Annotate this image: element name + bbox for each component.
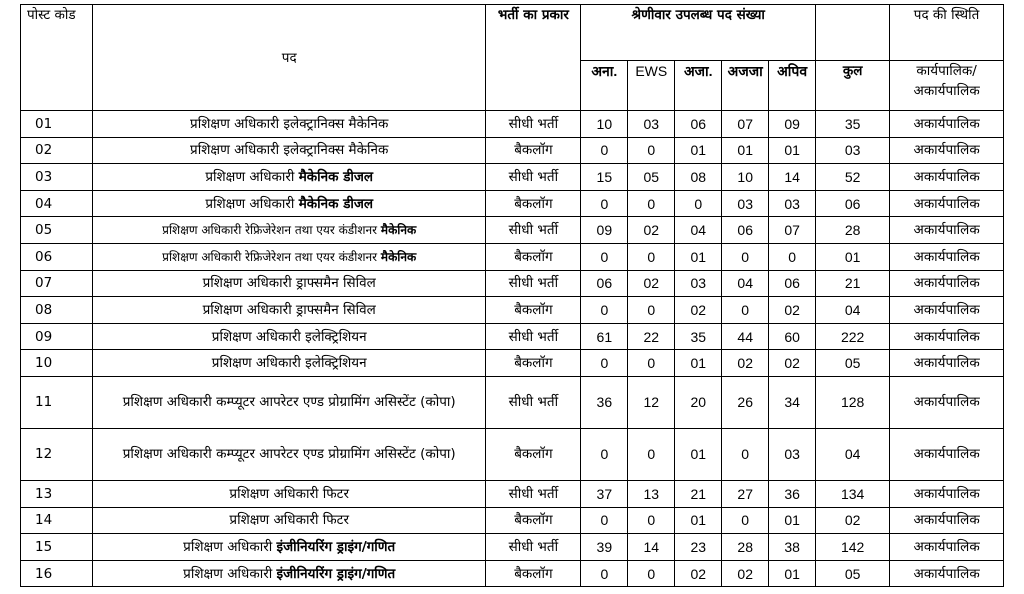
cell-post-code: 05	[21, 217, 93, 244]
post-name-text: प्रशिक्षण अधिकारी रेफ्रिजेरेशन तथा एयर कंडीशनर	[162, 249, 381, 264]
cell-recruitment-type: बैकलॉग	[486, 297, 581, 324]
post-name-bold-text: इंजीनियरिंग ड्राइंग/गणित	[276, 538, 396, 555]
post-name-text: प्रशिक्षण अधिकारी कम्प्यूटर आपरेटर एण्ड प्रोग्रामिंग असिस्टेंट (कोपा)	[122, 394, 456, 411]
post-name-text: प्रशिक्षण अधिकारी रेफ्रिजेरेशन तथा एयर कंडीशनर	[162, 223, 381, 238]
cell-post-status: अकार्यपालिक	[890, 217, 1004, 244]
cell-recruitment-type: बैकलॉग	[486, 560, 581, 587]
cell-post-code: 03	[21, 164, 93, 191]
cell-post-code: 10	[21, 350, 93, 377]
cell-cat-ews: 0	[628, 137, 675, 164]
cell-cat-general: 0	[581, 137, 628, 164]
cell-total: 04	[816, 297, 890, 324]
cell-cat-obc: 01	[769, 560, 816, 587]
cell-post-code: 08	[21, 297, 93, 324]
post-name-text: प्रशिक्षण अधिकारी इलेक्ट्रिशियन	[211, 328, 367, 345]
cell-cat-obc: 01	[769, 507, 816, 534]
table-row	[21, 534, 1004, 561]
cell-cat-obc: 38	[769, 534, 816, 561]
cell-cat-obc: 0	[769, 243, 816, 270]
table-row	[21, 507, 1004, 534]
cell-cat-general: 37	[581, 480, 628, 507]
cell-cat-ews: 0	[628, 507, 675, 534]
post-name-text: प्रशिक्षण अधिकारी इलेक्ट्रिशियन	[211, 355, 367, 372]
cell-post-code: 02	[21, 137, 93, 164]
cell-cat-ews: 03	[628, 111, 675, 138]
cell-cat-st: 0	[722, 243, 769, 270]
post-name-text: प्रशिक्षण अधिकारी फिटर	[229, 512, 349, 529]
cell-recruitment-type: बैकलॉग	[486, 190, 581, 217]
cell-post-status: अकार्यपालिक	[890, 243, 1004, 270]
cell-recruitment-type: बैकलॉग	[486, 507, 581, 534]
cell-post-status: अकार्यपालिक	[890, 534, 1004, 561]
cell-total: 35	[816, 111, 890, 138]
cell-cat-general: 10	[581, 111, 628, 138]
cell-cat-ews: 02	[628, 217, 675, 244]
cell-total: 05	[816, 560, 890, 587]
cell-cat-ews: 14	[628, 534, 675, 561]
cell-post-status: अकार्यपालिक	[890, 428, 1004, 480]
cell-post-name	[93, 350, 486, 377]
cell-cat-st: 10	[722, 164, 769, 191]
cell-cat-ews: 02	[628, 270, 675, 297]
cell-post-status: अकार्यपालिक	[890, 376, 1004, 428]
cell-post-name	[93, 190, 486, 217]
cell-post-code: 07	[21, 270, 93, 297]
cell-cat-general: 15	[581, 164, 628, 191]
cell-post-name	[93, 217, 486, 244]
cell-total: 02	[816, 507, 890, 534]
cell-cat-sc: 03	[675, 270, 722, 297]
header-status-sub: कार्यपालिक/ अकार्यपालिक	[890, 61, 1004, 111]
cell-total: 21	[816, 270, 890, 297]
post-name-text: प्रशिक्षण अधिकारी	[183, 565, 277, 582]
cell-recruitment-type: बैकलॉग	[486, 243, 581, 270]
cell-post-status: अकार्यपालिक	[890, 297, 1004, 324]
cell-cat-st: 27	[722, 480, 769, 507]
table-row	[21, 270, 1004, 297]
cell-cat-sc: 02	[675, 560, 722, 587]
table-row	[21, 428, 1004, 480]
cell-total: 04	[816, 428, 890, 480]
post-name-bold-text: मैकेनिक डीजल	[298, 195, 374, 212]
post-name-text: प्रशिक्षण अधिकारी ड्राफ्समैन सिविल	[202, 301, 376, 318]
cell-post-status: अकार्यपालिक	[890, 507, 1004, 534]
cell-total: 01	[816, 243, 890, 270]
cell-post-status: अकार्यपालिक	[890, 560, 1004, 587]
cell-post-code: 16	[21, 560, 93, 587]
cell-post-status: अकार्यपालिक	[890, 480, 1004, 507]
table-row	[21, 243, 1004, 270]
cell-cat-general: 0	[581, 350, 628, 377]
cell-cat-st: 02	[722, 560, 769, 587]
cell-cat-general: 0	[581, 507, 628, 534]
cell-cat-general: 39	[581, 534, 628, 561]
cell-cat-general: 0	[581, 297, 628, 324]
header-cat-ews: EWS	[628, 61, 675, 111]
cell-cat-obc: 09	[769, 111, 816, 138]
cell-cat-st: 06	[722, 217, 769, 244]
cell-post-name	[93, 560, 486, 587]
cell-recruitment-type: सीधी भर्ती	[486, 217, 581, 244]
post-name-text: प्रशिक्षण अधिकारी कम्प्यूटर आपरेटर एण्ड प्रोग्रामिंग असिस्टेंट (कोपा)	[122, 446, 456, 463]
cell-recruitment-type: बैकलॉग	[486, 137, 581, 164]
cell-total: 128	[816, 376, 890, 428]
cell-cat-general: 0	[581, 560, 628, 587]
cell-post-code: 06	[21, 243, 93, 270]
cell-cat-sc: 35	[675, 323, 722, 350]
cell-cat-sc: 23	[675, 534, 722, 561]
header-recruitment-type: भर्ती का प्रकार	[486, 5, 581, 111]
table-row	[21, 137, 1004, 164]
table-row	[21, 350, 1004, 377]
table-row	[21, 111, 1004, 138]
cell-cat-obc: 36	[769, 480, 816, 507]
cell-cat-sc: 01	[675, 243, 722, 270]
cell-cat-st: 07	[722, 111, 769, 138]
cell-recruitment-type: बैकलॉग	[486, 350, 581, 377]
cell-cat-obc: 34	[769, 376, 816, 428]
header-total: कुल	[816, 61, 890, 111]
header-category-title: श्रेणीवार उपलब्ध पद संख्या	[581, 5, 816, 61]
cell-post-status: अकार्यपालिक	[890, 270, 1004, 297]
post-name-text: प्रशिक्षण अधिकारी ड्राफ्समैन सिविल	[202, 275, 376, 292]
vacancy-table	[20, 4, 1004, 587]
cell-cat-sc: 01	[675, 350, 722, 377]
cell-post-code: 15	[21, 534, 93, 561]
cell-cat-obc: 03	[769, 428, 816, 480]
table-row	[21, 480, 1004, 507]
post-name-bold-text: मैकेनिक	[380, 249, 417, 264]
cell-cat-general: 36	[581, 376, 628, 428]
post-name-text: प्रशिक्षण अधिकारी इलेक्ट्रानिक्स मैकेनिक	[190, 115, 389, 132]
post-name-text: प्रशिक्षण अधिकारी	[205, 168, 299, 185]
cell-cat-ews: 22	[628, 323, 675, 350]
cell-cat-ews: 0	[628, 243, 675, 270]
cell-cat-st: 03	[722, 190, 769, 217]
cell-cat-sc: 21	[675, 480, 722, 507]
cell-total: 142	[816, 534, 890, 561]
cell-post-status: अकार्यपालिक	[890, 350, 1004, 377]
cell-post-code: 12	[21, 428, 93, 480]
cell-cat-obc: 03	[769, 190, 816, 217]
cell-post-status: अकार्यपालिक	[890, 137, 1004, 164]
table-row	[21, 164, 1004, 191]
cell-post-name	[93, 243, 486, 270]
cell-total: 06	[816, 190, 890, 217]
cell-cat-st: 44	[722, 323, 769, 350]
post-name-text: प्रशिक्षण अधिकारी	[183, 538, 277, 555]
cell-cat-ews: 0	[628, 350, 675, 377]
cell-cat-st: 0	[722, 297, 769, 324]
cell-total: 28	[816, 217, 890, 244]
cell-cat-general: 09	[581, 217, 628, 244]
cell-post-code: 04	[21, 190, 93, 217]
post-name-bold-text: मैकेनिक डीजल	[298, 168, 374, 185]
table-row	[21, 190, 1004, 217]
cell-post-status: अकार्यपालिक	[890, 164, 1004, 191]
cell-cat-obc: 06	[769, 270, 816, 297]
table-row	[21, 323, 1004, 350]
cell-cat-sc: 20	[675, 376, 722, 428]
table-row	[21, 217, 1004, 244]
cell-post-name	[93, 323, 486, 350]
cell-cat-sc: 08	[675, 164, 722, 191]
cell-total: 05	[816, 350, 890, 377]
cell-cat-obc: 60	[769, 323, 816, 350]
cell-cat-obc: 01	[769, 137, 816, 164]
cell-cat-general: 0	[581, 428, 628, 480]
cell-total: 134	[816, 480, 890, 507]
cell-cat-ews: 0	[628, 560, 675, 587]
cell-post-status: अकार्यपालिक	[890, 111, 1004, 138]
post-name-text: प्रशिक्षण अधिकारी	[205, 195, 299, 212]
table-row	[21, 297, 1004, 324]
cell-post-name	[93, 428, 486, 480]
cell-cat-ews: 13	[628, 480, 675, 507]
cell-post-name	[93, 137, 486, 164]
cell-cat-ews: 12	[628, 376, 675, 428]
cell-post-status: अकार्यपालिक	[890, 323, 1004, 350]
cell-cat-sc: 04	[675, 217, 722, 244]
header-cat-sc: अजा.	[675, 61, 722, 111]
post-name-text: प्रशिक्षण अधिकारी फिटर	[229, 485, 349, 502]
table-row	[21, 560, 1004, 587]
cell-cat-general: 0	[581, 190, 628, 217]
cell-cat-sc: 01	[675, 428, 722, 480]
header-post-status: पद की स्थिति	[890, 5, 1004, 61]
cell-post-code: 11	[21, 376, 93, 428]
header-cat-obc: अपिव	[769, 61, 816, 111]
cell-cat-general: 0	[581, 243, 628, 270]
cell-cat-st: 04	[722, 270, 769, 297]
cell-recruitment-type: बैकलॉग	[486, 428, 581, 480]
cell-cat-general: 06	[581, 270, 628, 297]
cell-post-name	[93, 111, 486, 138]
cell-post-name	[93, 297, 486, 324]
header-cat-general: अना.	[581, 61, 628, 111]
post-name-bold-text: इंजीनियरिंग ड्राइंग/गणित	[276, 565, 396, 582]
cell-cat-sc: 02	[675, 297, 722, 324]
cell-post-code: 09	[21, 323, 93, 350]
cell-cat-general: 61	[581, 323, 628, 350]
cell-cat-obc: 14	[769, 164, 816, 191]
cell-cat-sc: 01	[675, 507, 722, 534]
cell-post-status: अकार्यपालिक	[890, 190, 1004, 217]
post-name-text: प्रशिक्षण अधिकारी इलेक्ट्रानिक्स मैकेनिक	[190, 142, 389, 159]
header-post-name: पद	[93, 5, 486, 111]
cell-recruitment-type: सीधी भर्ती	[486, 376, 581, 428]
cell-post-code: 01	[21, 111, 93, 138]
cell-post-name	[93, 507, 486, 534]
cell-post-name	[93, 164, 486, 191]
cell-cat-st: 28	[722, 534, 769, 561]
table-row	[21, 376, 1004, 428]
cell-cat-sc: 0	[675, 190, 722, 217]
cell-recruitment-type: सीधी भर्ती	[486, 534, 581, 561]
header-cat-st: अजजा	[722, 61, 769, 111]
cell-cat-ews: 05	[628, 164, 675, 191]
cell-recruitment-type: सीधी भर्ती	[486, 164, 581, 191]
cell-post-name	[93, 270, 486, 297]
cell-cat-obc: 02	[769, 350, 816, 377]
cell-post-name	[93, 480, 486, 507]
cell-cat-sc: 01	[675, 137, 722, 164]
cell-recruitment-type: सीधी भर्ती	[486, 270, 581, 297]
header-post-code: पोस्ट कोड	[21, 5, 93, 111]
cell-post-name	[93, 376, 486, 428]
cell-cat-ews: 0	[628, 297, 675, 324]
cell-cat-sc: 06	[675, 111, 722, 138]
cell-post-name	[93, 534, 486, 561]
cell-total: 03	[816, 137, 890, 164]
cell-cat-ews: 0	[628, 428, 675, 480]
cell-cat-st: 0	[722, 507, 769, 534]
cell-cat-st: 26	[722, 376, 769, 428]
cell-recruitment-type: सीधी भर्ती	[486, 480, 581, 507]
cell-post-code: 13	[21, 480, 93, 507]
cell-post-code: 14	[21, 507, 93, 534]
cell-cat-st: 02	[722, 350, 769, 377]
cell-total: 52	[816, 164, 890, 191]
cell-cat-st: 0	[722, 428, 769, 480]
cell-recruitment-type: सीधी भर्ती	[486, 323, 581, 350]
cell-total: 222	[816, 323, 890, 350]
cell-cat-ews: 0	[628, 190, 675, 217]
cell-cat-obc: 07	[769, 217, 816, 244]
cell-cat-st: 01	[722, 137, 769, 164]
cell-cat-obc: 02	[769, 297, 816, 324]
post-name-bold-text: मैकेनिक	[380, 223, 417, 238]
cell-recruitment-type: सीधी भर्ती	[486, 111, 581, 138]
